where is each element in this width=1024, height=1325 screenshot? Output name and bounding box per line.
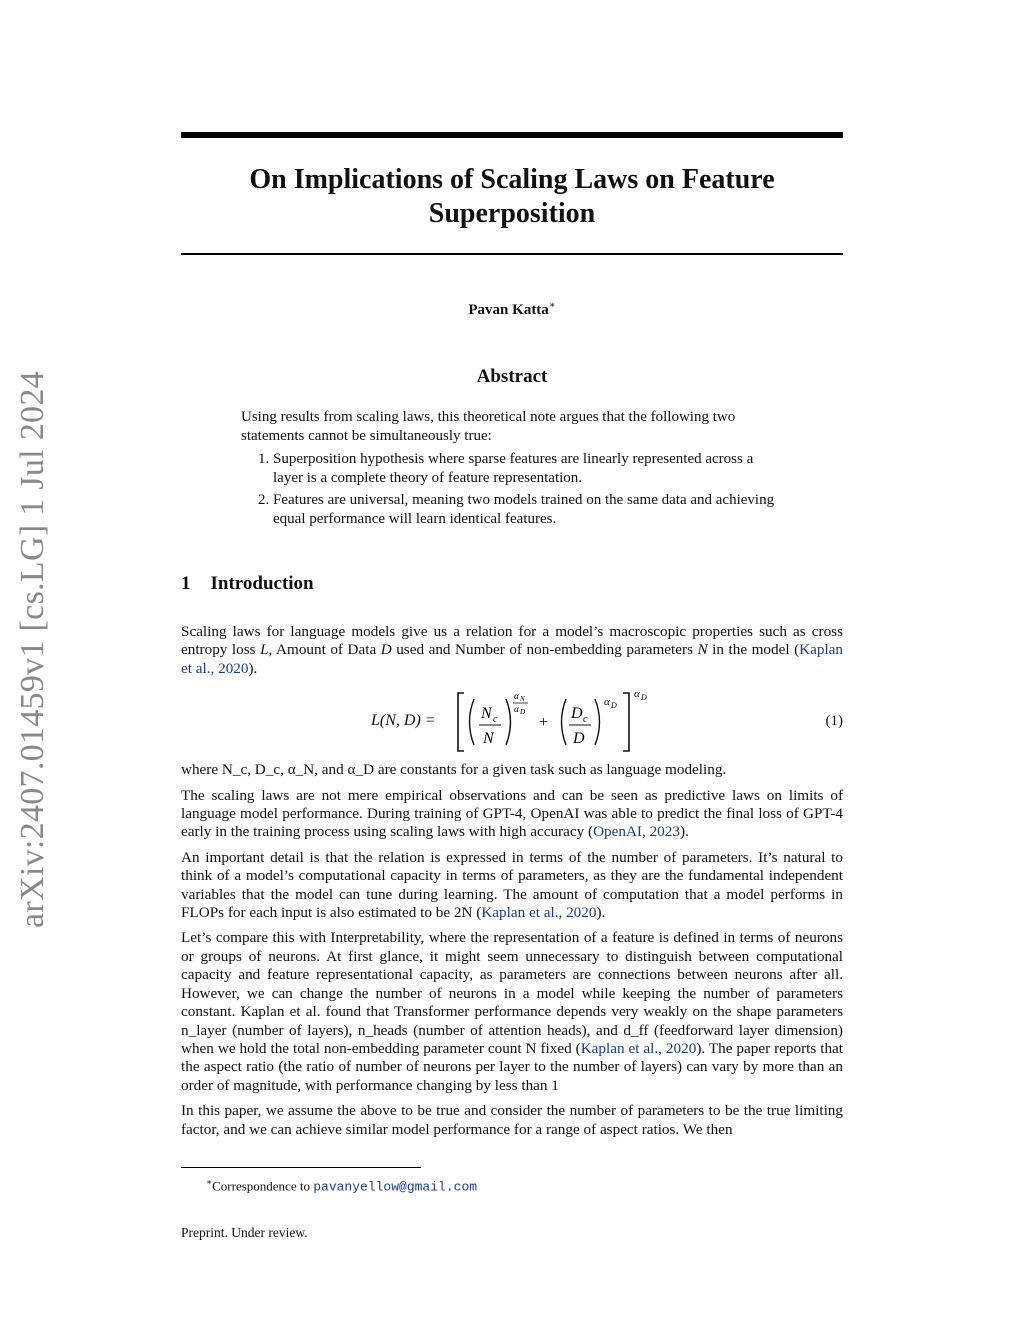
equation-1 — [181, 685, 843, 757]
equation-lhs: L(N, D) = — [371, 712, 436, 730]
paragraph: Scaling laws for language models give us a relation for a model’s macroscopic properties such as cross entropy loss L, Amount of Data D used and Number of non-embedding parameters N in the model (Kaplan et al., 2020). — [181, 623, 844, 677]
svg-text:N: N — [481, 705, 492, 723]
svg-text:α: α — [634, 688, 640, 701]
abstract-heading: Abstract — [476, 366, 548, 387]
body-text — [181, 623, 843, 1146]
arxiv-id: arXiv:2407.01459v1 [cs.LG] 1 Jul 2024 — [14, 371, 51, 928]
svg-text:N: N — [520, 695, 525, 704]
footnote-rule — [181, 1167, 421, 1168]
author-name: Pavan Katta — [468, 302, 549, 318]
equation-rhs — [181, 685, 843, 757]
citation-link[interactable]: OpenAI, 2023 — [593, 823, 680, 841]
abstract-item: 1. Superposition hypothesis where sparse features are linearly represented across a layer is a complete theory of feature representation. — [273, 450, 784, 488]
svg-text:N: N — [483, 730, 494, 748]
svg-text:D: D — [573, 730, 585, 748]
svg-text:D: D — [641, 693, 647, 703]
email-link[interactable]: pavanyellow@gmail.com — [313, 1179, 478, 1195]
paragraph: The scaling laws are not mere empirical observations and can be seen as predictive laws on limits of language model performance. During training of GPT-4, OpenAI was able to predict the final loss of GPT-4 early in the training process using scaling laws with high accuracy (OpenAI, 2023). — [181, 786, 843, 841]
section-title: Introduction — [210, 573, 314, 594]
paper-title: On Implications of Scaling Laws on Feature Superposition — [249, 164, 775, 229]
section-heading — [181, 573, 314, 595]
abstract-intro: Using results from scaling laws, this theoretical note argues that the following two statements cannot be simultaneously true: — [241, 409, 736, 444]
section-number: 1 — [181, 573, 191, 594]
svg-text:α: α — [604, 696, 610, 709]
paragraph: In this paper, we assume the above to be true and consider the number of parameters to be the true limiting factor, and we can achieve similar model performance for a range of aspect ratios. We then — [181, 1102, 843, 1138]
paragraph: Let’s compare this with Interpretability, where the representation of a feature is defined in terms of neurons or groups of neurons. At first glance, it might seem unnecessary to distinguish between computational capacity and feature representational capacity, as parameters are connections between neurons after all. However, we can change the number of neurons in a model while keeping the number of parameters constant. Kaplan et al. found that Transformer performance depends very weakly on the shape parameters n_layer (number of layers), n_heads (number of attention heads), and d_ff (feedforward layer dimension) when we hold the total non-embedding parameter count N fixed (Kaplan et al., 2020). The paper reports that the aspect ratio (the ratio of number of neurons per layer to the number of layers) can vary by more than an order of magnitude, with performance changing by less than 1 — [181, 929, 843, 1094]
svg-text:α: α — [514, 704, 519, 715]
equation-number: (1) — [825, 713, 843, 730]
citation-link[interactable]: Kaplan et al., 2020 — [580, 1039, 697, 1057]
footnote: ∗Correspondence to pavanyellow@gmail.com — [206, 1177, 478, 1195]
svg-text:c: c — [493, 714, 498, 726]
paragraph: An important detail is that the relation is expressed in terms of the number of parameters. It’s natural to think of a model’s computational capacity in terms of parameters, as they are the fundamental independent variables that the model can tune during learning. The amount of computation that a model performs in FLOPs for each input is also estimated to be 2N (Kaplan et al., 2020). — [181, 848, 843, 922]
footnote-mark: ∗ — [206, 1177, 213, 1187]
abstract-item: 2. Features are universal, meaning two models trained on the same data and achieving equal performance will learn identical features. — [273, 491, 784, 529]
preprint-note: Preprint. Under review. — [181, 1225, 308, 1240]
author — [181, 300, 843, 319]
abstract-list — [241, 450, 784, 529]
citation-link[interactable]: Kaplan et al., 2020 — [481, 904, 597, 922]
author-footnote-mark[interactable]: ∗ — [548, 300, 556, 311]
svg-text:D: D — [520, 708, 526, 717]
svg-text:c: c — [583, 714, 588, 726]
citation-link[interactable]: Kaplan et al., 2020 — [181, 641, 844, 677]
svg-text:D: D — [611, 701, 617, 711]
abstract — [241, 408, 784, 532]
svg-text:D: D — [571, 705, 583, 723]
title-rule-bottom — [181, 253, 843, 255]
paragraph: where N_c, D_c, α_N, and α_D are constants for a given task such as language modeling. — [181, 761, 727, 779]
svg-text:α: α — [514, 691, 519, 702]
title-rule-top — [181, 132, 843, 138]
svg-text:+: + — [539, 714, 549, 732]
